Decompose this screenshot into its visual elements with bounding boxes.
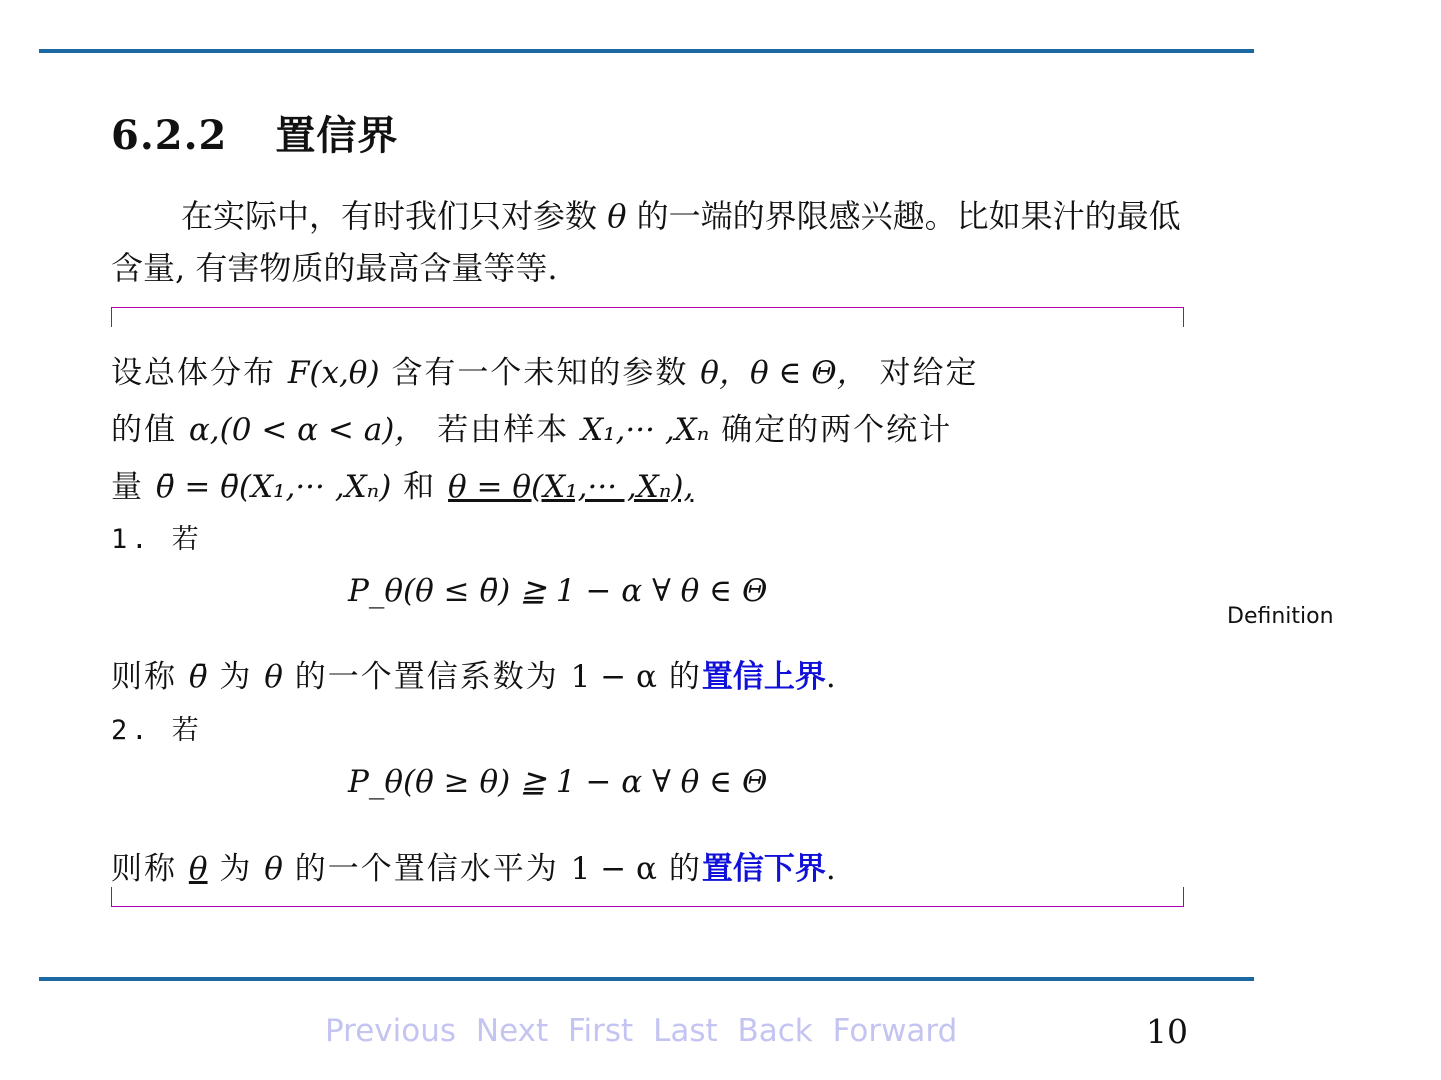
def-text: 确定的两个统计 — [721, 412, 953, 448]
nav-back-link[interactable]: Back — [737, 1013, 813, 1049]
conclusion-2 — [111, 843, 838, 888]
item-2-label — [111, 708, 203, 747]
nav-last-link[interactable]: Last — [653, 1013, 718, 1049]
item-2-text: 2. 若 — [111, 715, 203, 746]
definition-top-bracket — [111, 307, 1184, 327]
def-text: 的一个置信水平为 — [294, 851, 559, 887]
definition-bottom-bracket — [111, 887, 1184, 907]
def-text: 的一个置信系数为 — [294, 659, 559, 695]
definition-line-2 — [111, 404, 952, 449]
def-text: 含有一个未知的参数 — [391, 355, 689, 391]
top-rule — [39, 49, 1254, 53]
def-text: 的 — [668, 659, 702, 695]
def-text: 对给定 — [879, 355, 979, 391]
def-math-lower-stat: θ = θ(X₁,··· ,Xₙ), — [448, 469, 694, 505]
def-text: 为 — [219, 851, 253, 887]
term-upper-confidence-bound: 置信上界 — [701, 659, 826, 695]
intro-text-2: 的一端的界限感兴趣。比如果汁的最低含量, 有害物质的最高含量等等. — [111, 197, 1181, 287]
bottom-rule — [39, 977, 1254, 981]
definition-box — [111, 307, 1182, 907]
def-text: 则称 — [111, 659, 177, 695]
def-text: 的 — [668, 851, 702, 887]
def-math-theta-set: θ，θ ∈ Θ， — [700, 355, 868, 391]
def-math-upper-stat: θ̄ = θ̄(X₁,··· ,Xₙ) — [155, 469, 392, 505]
def-text: 和 — [403, 469, 437, 505]
def-text: 量 — [111, 469, 144, 505]
intro-text-1: 在实际中，有时我们只对参数 — [181, 197, 598, 235]
intro-theta: θ — [607, 197, 627, 235]
def-text: 则称 — [111, 851, 177, 887]
item-1-label — [111, 517, 203, 556]
def-text: 的值 — [111, 412, 177, 448]
section-heading — [111, 104, 398, 161]
def-text: 设总体分布 — [111, 355, 276, 391]
lower-bound-symbol: θ — [188, 851, 208, 887]
section-title: 置信界 — [275, 112, 399, 159]
def-math-samples: X₁,··· ,Xₙ — [581, 412, 710, 448]
definition-line-3 — [111, 461, 693, 506]
def-text: 若由样本 — [437, 412, 570, 448]
def-text: . — [825, 659, 838, 695]
upper-bound-symbol: θ̄ — [188, 659, 208, 695]
confidence-value: 1 − α — [570, 659, 657, 695]
item-1-text: 1. 若 — [111, 524, 203, 555]
equation-2: P_θ(θ ≥ θ) ≧ 1 − α ∀ θ ∈ Θ — [348, 764, 768, 800]
def-text: . — [825, 851, 838, 887]
term-lower-confidence-bound: 置信下界 — [701, 851, 826, 887]
def-math-alpha: α,(0 < α < a)， — [188, 412, 426, 448]
navigation-bar — [325, 1013, 967, 1049]
nav-previous-link[interactable]: Previous — [325, 1013, 457, 1049]
equation-1: P_θ(θ ≤ θ̄) ≧ 1 − α ∀ θ ∈ Θ — [348, 573, 768, 609]
theta-symbol: θ — [264, 659, 283, 695]
confidence-value: 1 − α — [570, 851, 657, 887]
def-text: 为 — [219, 659, 253, 695]
nav-next-link[interactable]: Next — [475, 1013, 549, 1049]
nav-forward-link[interactable]: Forward — [832, 1013, 958, 1049]
section-number: 6.2.2 — [111, 112, 228, 159]
definition-margin-label: Definition — [1227, 604, 1334, 629]
page-number: 10 — [1146, 1012, 1188, 1051]
definition-line-1 — [111, 347, 979, 392]
def-math-F: F(x,θ) — [287, 355, 380, 391]
intro-paragraph — [111, 190, 1186, 294]
theta-symbol: θ — [264, 851, 283, 887]
nav-first-link[interactable]: First — [567, 1013, 634, 1049]
conclusion-1 — [111, 651, 838, 696]
